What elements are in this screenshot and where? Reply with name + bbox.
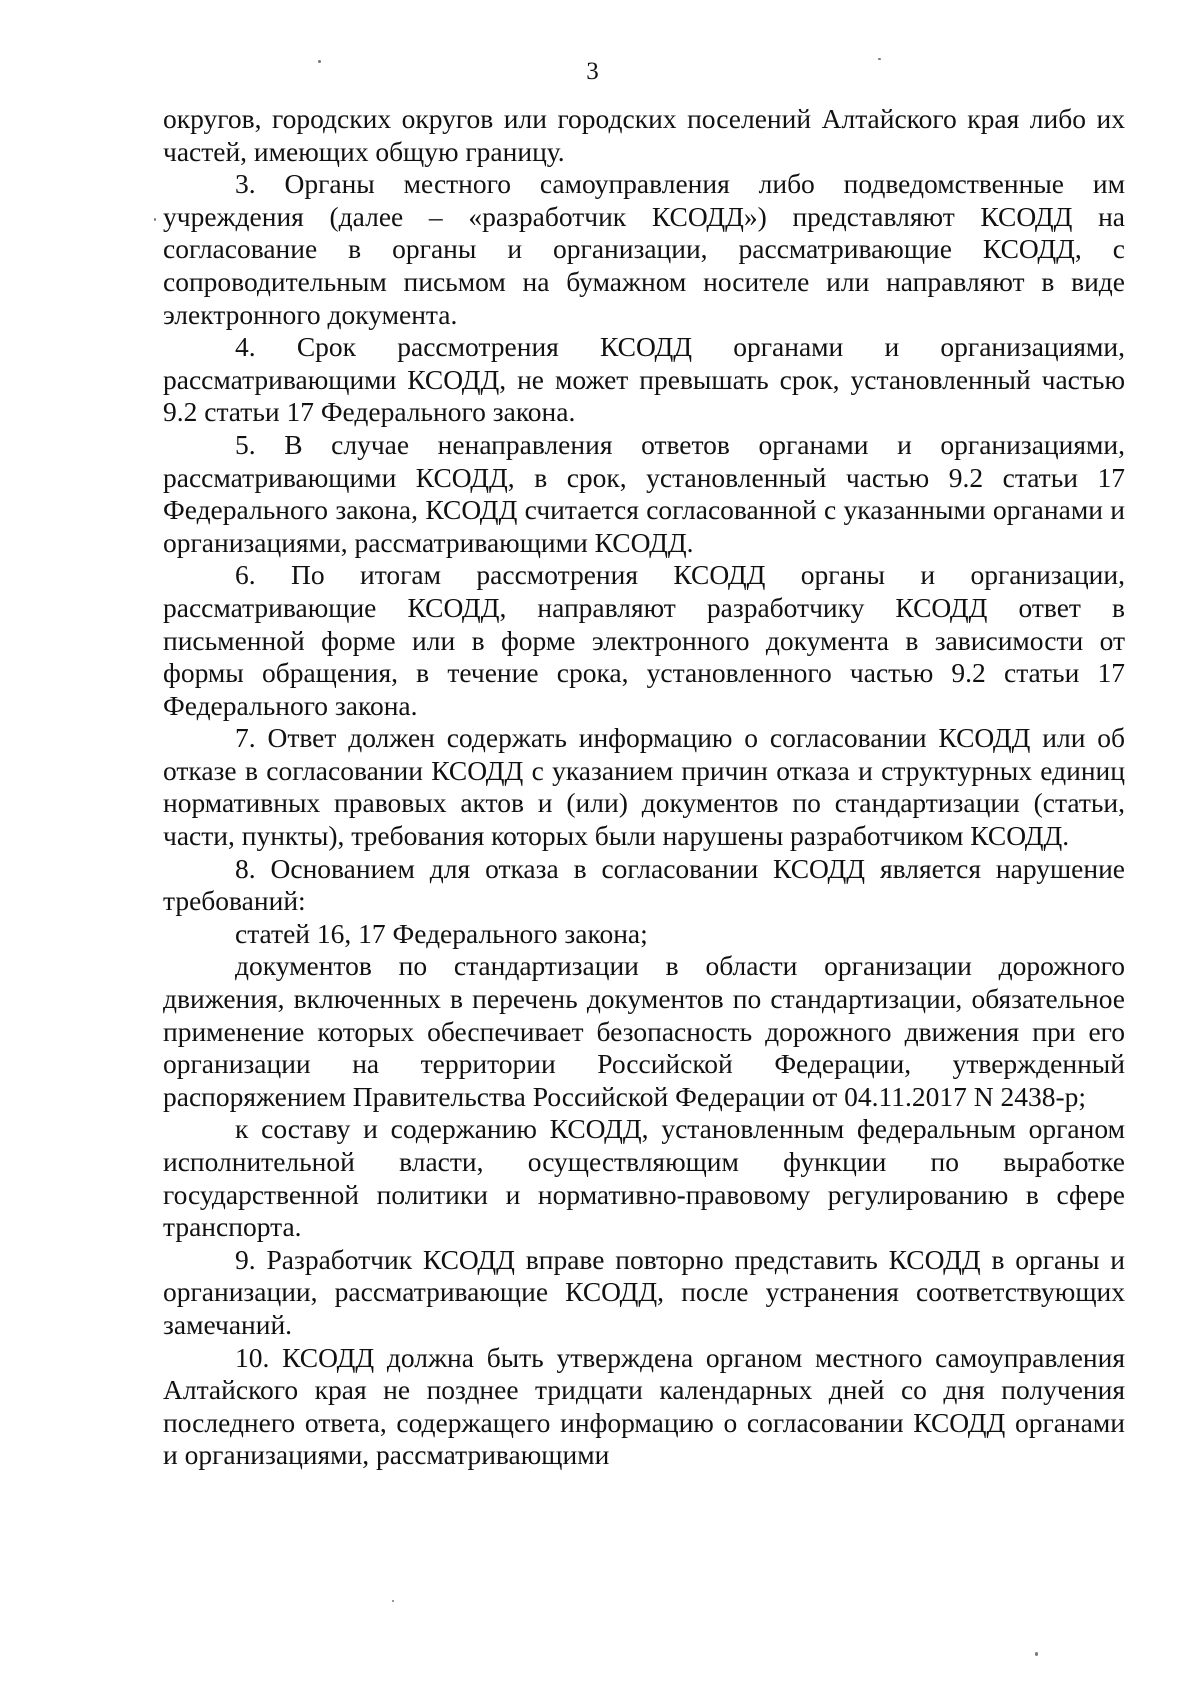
paragraph-item-5: 5. В случае ненаправления ответов органами и организациями, рассматривающими КСОДД, в срок, установленный частью 9.2 статьи 17 Федерального закона, КСОДД считается согласованной с указанными органами и организациями, рассматривающими КСОДД. xyxy=(163,428,1125,558)
paragraph-continuation: округов, городских округов или городских поселений Алтайского края либо их частей, имеющих общую границу. xyxy=(163,103,1125,167)
paragraph-item-9: 9. Разработчик КСОДД вправе повторно представить КСОДД в органы и организации, рассматривающие КСОДД, после устранения соответствующих замечаний. xyxy=(163,1243,1125,1340)
paragraph-item-6: 6. По итогам рассмотрения КСОДД органы и организации, рассматривающие КСОДД, направляют разработчику КСОДД ответ в письменной форме или в форме электронного документа в зависимости от формы обращения, в течение срока, установленного частью 9.2 статьи 17 Федерального закона. xyxy=(163,559,1125,721)
paragraph-item-3: 3. Органы местного самоуправления либо подведомственные им учреждения (далее – «разработчик КСОДД») представляют КСОДД на согласование в органы и организации, рассматривающие КСОДД, с сопроводительным письмом на бумажном носителе или направляют в виде электронного документа. xyxy=(163,168,1125,330)
scan-speck xyxy=(154,218,156,221)
scan-speck xyxy=(392,1600,394,1602)
list-item-composition: к составу и содержанию КСОДД, установленным федеральным органом исполнительной власти, осуществляющим функции по выработке государственной политики и нормативно-правовому регулированию в сфере транспорта. xyxy=(163,1113,1125,1243)
paragraph-item-10: 10. КСОДД должна быть утверждена органом местного самоуправления Алтайского края не позднее тридцати календарных дней со дня получения последнего ответа, содержащего информацию о согласовании КСОДД органами и организациями, рассматривающими xyxy=(163,1341,1125,1471)
scan-speck xyxy=(878,58,881,60)
paragraph-item-4: 4. Срок рассмотрения КСОДД органами и организациями, рассматривающими КСОДД, не может превышать срок, установленный частью 9.2 статьи 17 Федерального закона. xyxy=(163,331,1125,428)
paragraph-item-7: 7. Ответ должен содержать информацию о согласовании КСОДД или об отказе в согласовании КСОДД с указанием причин отказа и структурных единиц нормативных правовых актов и (или) документов по стандартизации (статьи, части, пункты), требования которых были нарушены разработчиком КСОДД. xyxy=(163,722,1125,852)
paragraph-item-8: 8. Основанием для отказа в согласовании КСОДД является нарушение требований: xyxy=(163,852,1125,917)
scan-speck xyxy=(318,60,321,63)
list-item-standards: документов по стандартизации в области организации дорожного движения, включенных в перечень документов по стандартизации, обязательное применение которых обеспечивает безопасность дорожного движения при его организации на территории Российской Федерации, утвержденный распоряжением Правительства Российской Федерации от 04.11.2017 N 2438-р; xyxy=(163,950,1125,1112)
list-item-articles: статей 16, 17 Федерального закона; xyxy=(235,917,648,949)
scan-speck xyxy=(1035,1652,1038,1656)
page-number: 3 xyxy=(586,58,599,85)
document-body xyxy=(163,103,1125,1472)
